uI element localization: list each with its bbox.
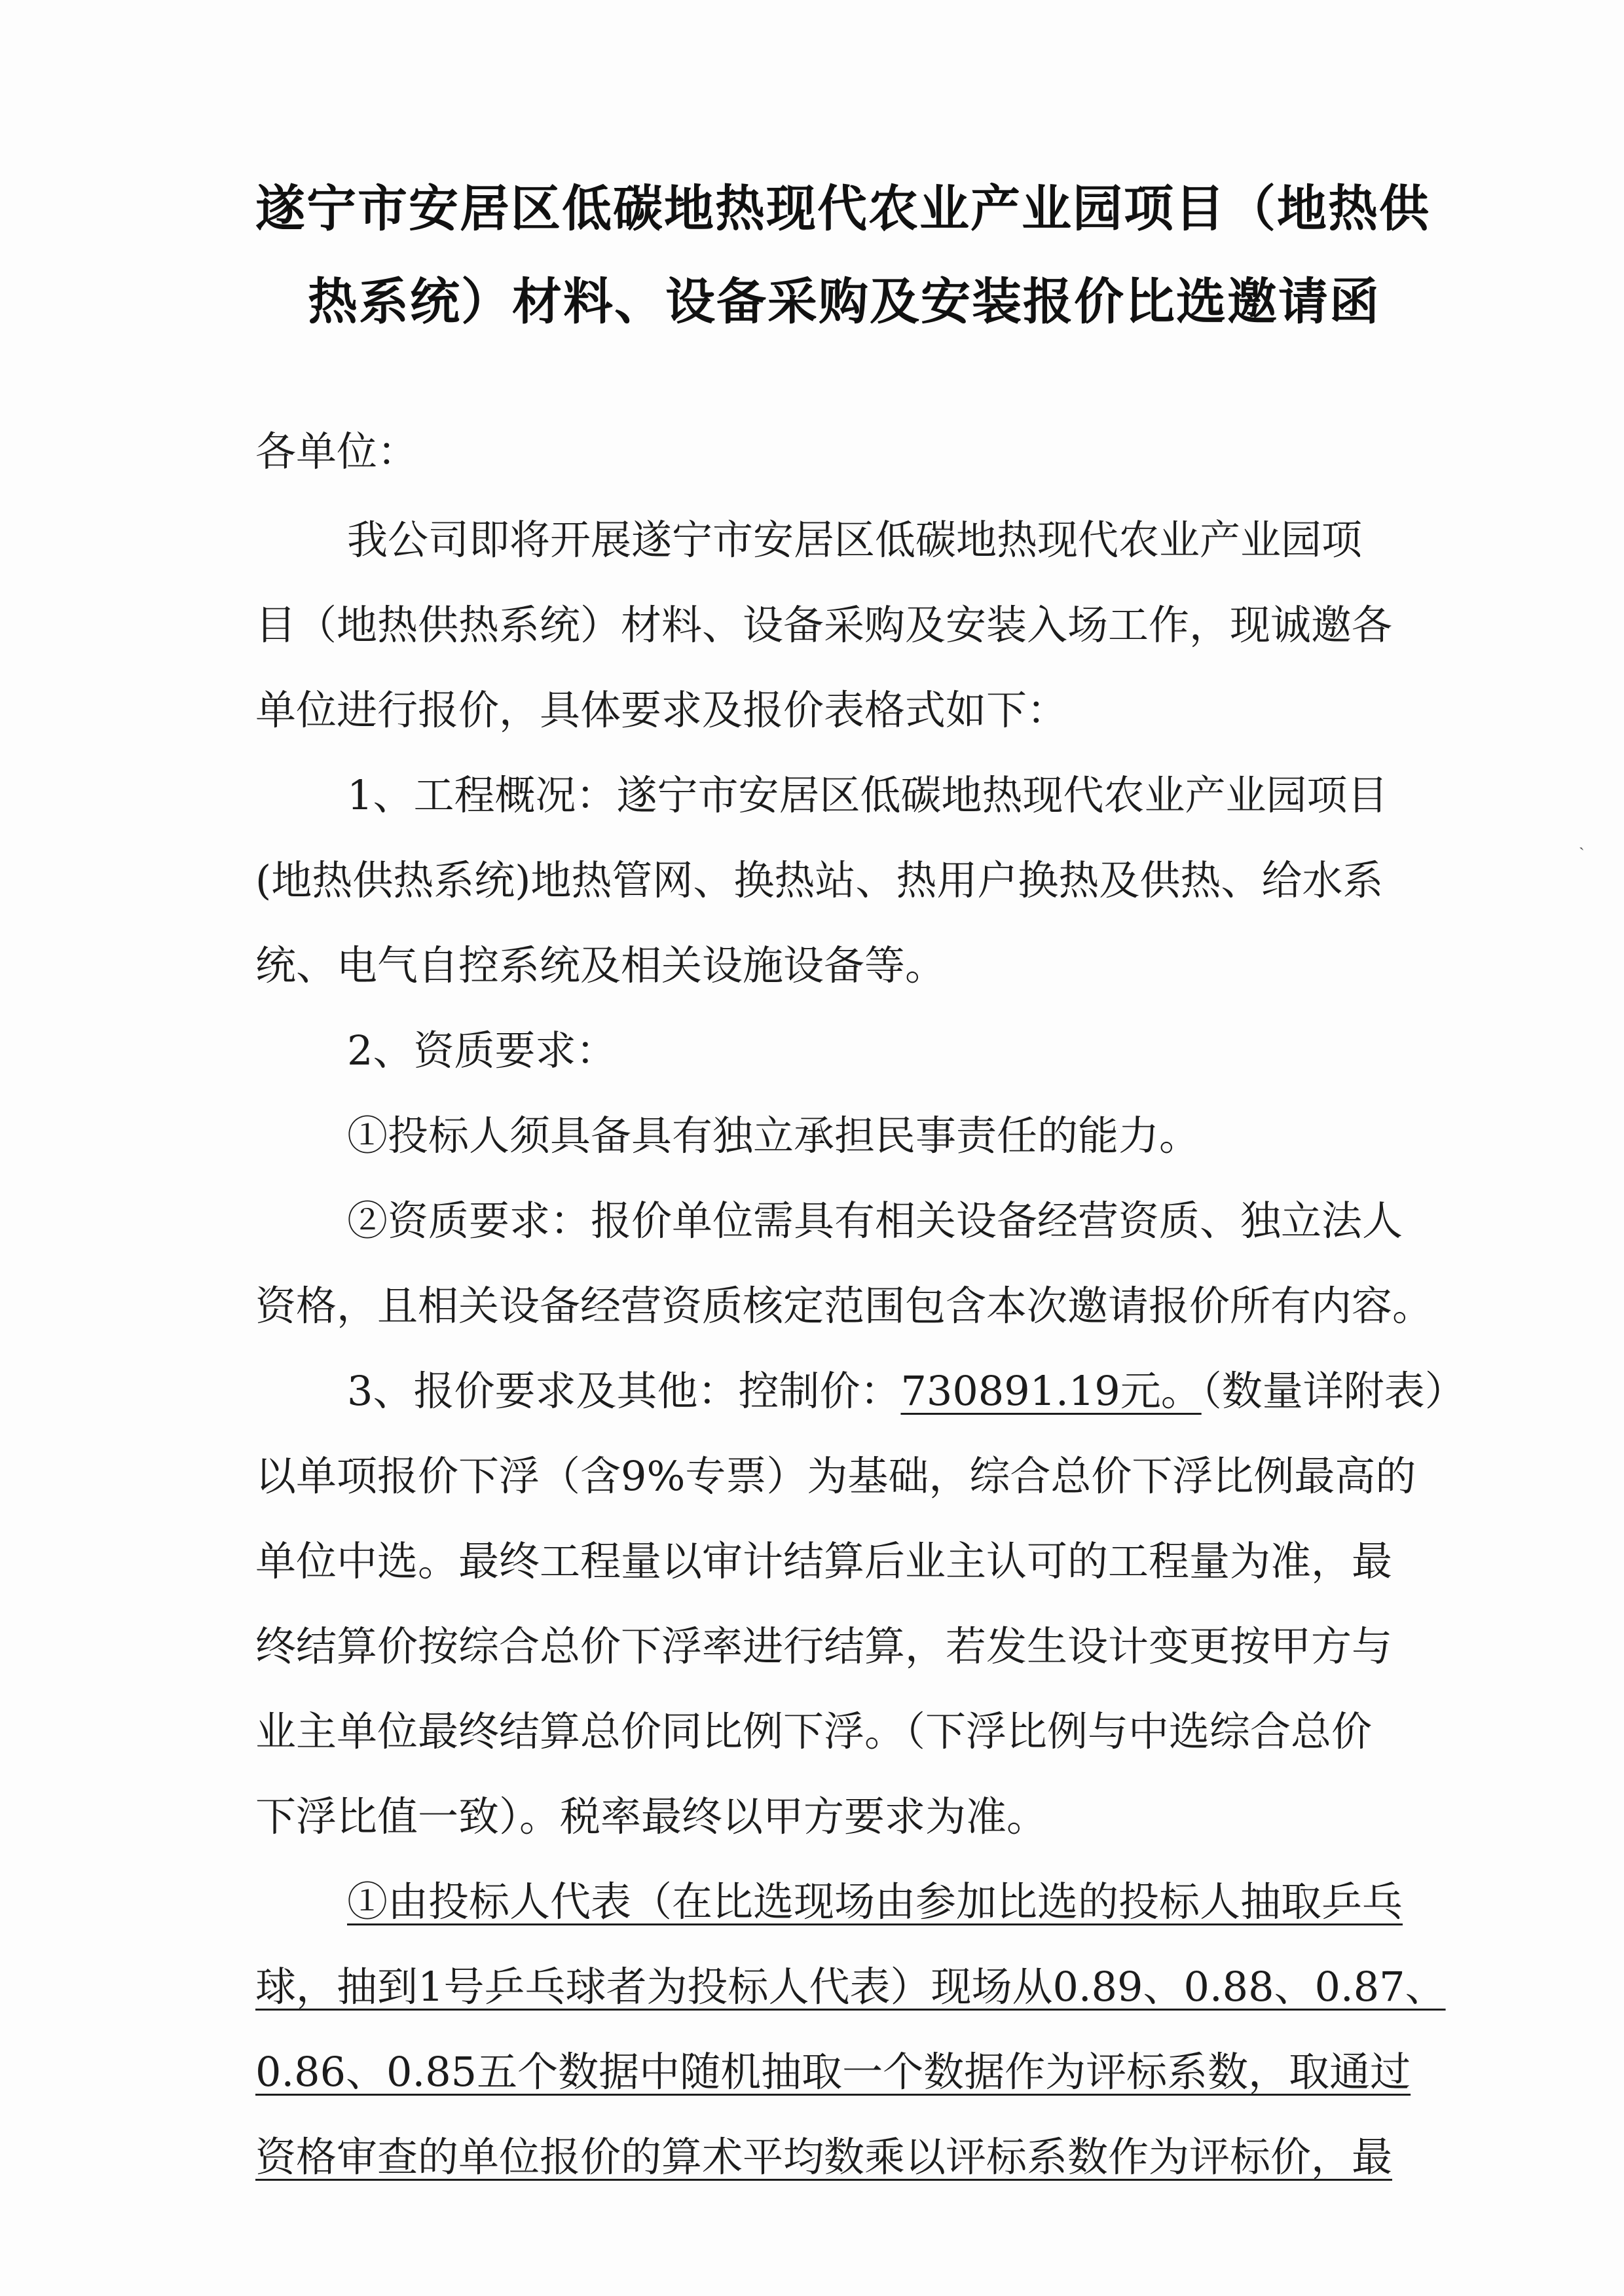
price-label: 3、报价要求及其他：控制价： [347,1367,901,1415]
paragraph-line: 资格，且相关设备经营资质核定范围包含本次邀请报价所有内容。 [255,1282,1433,1330]
scan-speck: ˎ [1579,831,1585,851]
paragraph-line: 下浮比值一致）。税率最终以甲方要求为准。 [255,1793,1048,1840]
paragraph-line: ②资质要求：报价单位需具有相关设备经营资质、独立法人 [347,1197,1403,1245]
paragraph-line: ①投标人须具备具有独立承担民事责任的能力。 [347,1112,1200,1159]
paragraph-line: 业主单位最终结算总价同比例下浮。（下浮比例与中选综合总价 [255,1707,1373,1755]
price-note: （数量详附表） [1201,1367,1466,1415]
underlined-line: 资格审查的单位报价的算术平均数乘以评标系数作为评标价，最 [255,2133,1393,2181]
price-line [347,1358,1466,1417]
paragraph-line: 1、工程概况：遂宁市安居区低碳地热现代农业产业园项目 [347,771,1388,819]
paragraph-line: 单位中选。最终工程量以审计结算后业主认可的工程量为准，最 [255,1537,1393,1585]
document-title-line-2: 热系统）材料、设备采购及安装报价比选邀请函 [308,272,1380,331]
paragraph-line: 以单项报价下浮（含9%专票）为基础，综合总价下浮比例最高的 [255,1452,1416,1500]
document-title-line-1: 遂宁市安居区低碳地热现代农业产业园项目（地热供 [255,179,1430,238]
salutation: 各单位： [255,428,418,475]
paragraph-line: 2、资质要求： [347,1027,617,1074]
control-price: 730891.19元。 [900,1367,1202,1415]
paragraph-line: 目（地热供热系统）材料、设备采购及安装入场工作，现诚邀各 [255,601,1393,649]
underlined-line: ①由投标人代表（在比选现场由参加比选的投标人抽取乒乓 [347,1878,1403,1925]
paragraph-line: 我公司即将开展遂宁市安居区低碳地热现代农业产业园项 [347,516,1363,564]
paragraph-line: 统、电气自控系统及相关设施设备等。 [255,941,946,989]
paragraph-line: 终结算价按综合总价下浮率进行结算，若发生设计变更按甲方与 [255,1622,1393,1670]
paragraph-line: 单位进行报价，具体要求及报价表格式如下： [255,686,1068,734]
underlined-line: 球，抽到1号乒乓球者为投标人代表）现场从0.89、0.88、0.87、 [255,1963,1446,2011]
paragraph-line: (地热供热系统)地热管网、换热站、热用户换热及供热、给水系 [255,856,1384,904]
underlined-line: 0.86、0.85五个数据中随机抽取一个数据作为评标系数，取通过 [255,2048,1411,2096]
